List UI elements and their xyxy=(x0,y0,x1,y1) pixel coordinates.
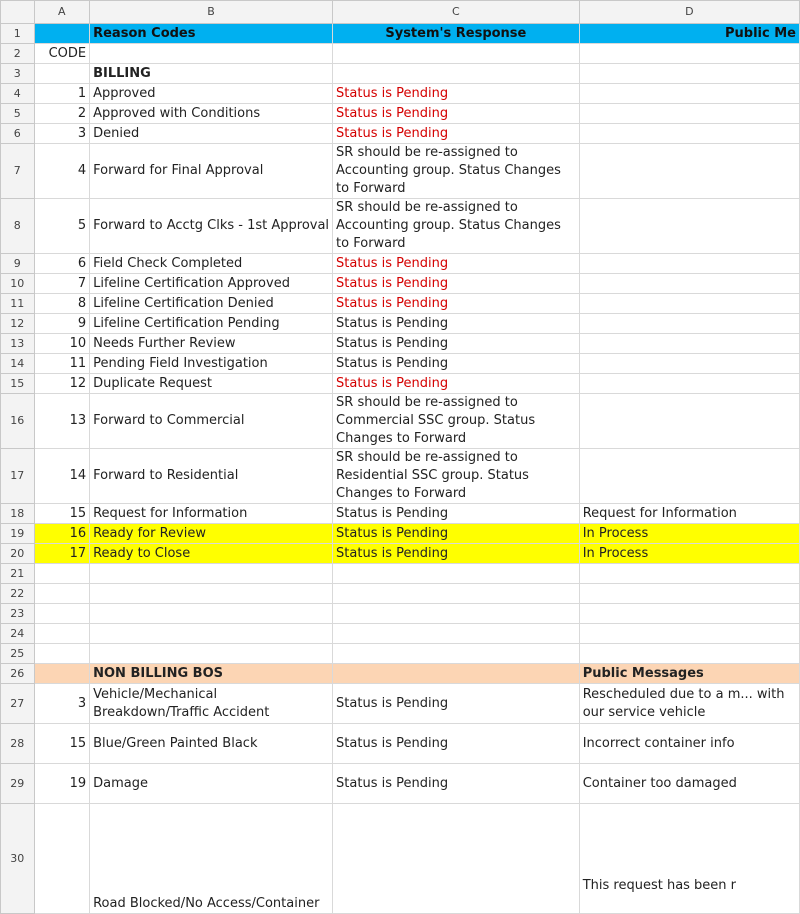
cell-reason[interactable]: Approved xyxy=(90,84,333,104)
cell[interactable] xyxy=(90,584,333,604)
sheet-row xyxy=(1,544,800,564)
cell-code[interactable]: 15 xyxy=(34,724,90,764)
cell-code[interactable]: 9 xyxy=(34,314,90,334)
cell[interactable] xyxy=(34,664,90,684)
row-header[interactable]: 4 xyxy=(1,84,35,104)
cell-public-message[interactable] xyxy=(579,274,799,294)
row-header[interactable]: 7 xyxy=(1,144,35,199)
cell[interactable] xyxy=(34,604,90,624)
cell-code[interactable]: 19 xyxy=(34,764,90,804)
cell[interactable] xyxy=(579,44,799,64)
cell-system-response[interactable]: Status is Pending xyxy=(333,314,580,334)
sheet-row xyxy=(1,604,800,624)
row-header[interactable]: 20 xyxy=(1,544,35,564)
sheet-row xyxy=(1,64,800,84)
cell-code[interactable]: 2 xyxy=(34,104,90,124)
cell-system-response[interactable]: Status is Pending xyxy=(333,544,580,564)
cell-public-messages-header[interactable]: Public Me xyxy=(579,24,799,44)
cell-reason[interactable]: Approved with Conditions xyxy=(90,104,333,124)
cell[interactable] xyxy=(579,644,799,664)
cell-public-message[interactable]: In Process xyxy=(579,524,799,544)
sheet-row xyxy=(1,334,800,354)
sheet-row xyxy=(1,84,800,104)
cell-public-message[interactable] xyxy=(579,354,799,374)
cell-system-response[interactable]: Status is Pending xyxy=(333,524,580,544)
sheet-row xyxy=(1,274,800,294)
cell-code[interactable]: 15 xyxy=(34,504,90,524)
row-header[interactable]: 9 xyxy=(1,254,35,274)
cell[interactable] xyxy=(90,604,333,624)
cell-reason[interactable]: Needs Further Review xyxy=(90,334,333,354)
sheet-row xyxy=(1,804,800,914)
cell-system-response[interactable]: Status is Pending xyxy=(333,684,580,724)
cell-public-message[interactable] xyxy=(579,314,799,334)
cell-public-message[interactable]: Container too damaged xyxy=(579,764,799,804)
cell[interactable] xyxy=(333,584,580,604)
cell[interactable] xyxy=(579,604,799,624)
cell-reason[interactable]: Duplicate Request xyxy=(90,374,333,394)
cell-reason[interactable]: Lifeline Certification Pending xyxy=(90,314,333,334)
cell-system-response[interactable]: Status is Pending xyxy=(333,724,580,764)
cell-code[interactable]: 10 xyxy=(34,334,90,354)
cell[interactable] xyxy=(333,64,580,84)
row-header[interactable]: 25 xyxy=(1,644,35,664)
column-header-b[interactable]: B xyxy=(90,1,333,24)
cell-code[interactable]: 1 xyxy=(34,84,90,104)
cell[interactable] xyxy=(579,624,799,644)
cell-public-message[interactable] xyxy=(579,144,799,199)
row-header[interactable]: 17 xyxy=(1,449,35,504)
select-all-corner[interactable] xyxy=(1,1,35,24)
column-header-row xyxy=(1,1,800,24)
sheet-row xyxy=(1,644,800,664)
cell-code[interactable]: 3 xyxy=(34,684,90,724)
row-header[interactable]: 2 xyxy=(1,44,35,64)
row-header[interactable]: 24 xyxy=(1,624,35,644)
cell[interactable] xyxy=(90,564,333,584)
cell-systems-response-header[interactable]: System's Response xyxy=(333,24,580,44)
row-header[interactable]: 16 xyxy=(1,394,35,449)
row-header[interactable]: 13 xyxy=(1,334,35,354)
cell-reason[interactable]: Vehicle/Mechanical Breakdown/Traffic Accident xyxy=(90,684,333,724)
cell[interactable] xyxy=(333,44,580,64)
row-header[interactable]: 27 xyxy=(1,684,35,724)
row-header[interactable]: 28 xyxy=(1,724,35,764)
cell-system-response[interactable]: Status is Pending xyxy=(333,274,580,294)
cell[interactable] xyxy=(333,564,580,584)
cell-system-response[interactable]: Status is Pending xyxy=(333,294,580,314)
cell-code[interactable]: 7 xyxy=(34,274,90,294)
cell-system-response[interactable]: Status is Pending xyxy=(333,334,580,354)
cell-reason[interactable]: Ready to Close xyxy=(90,544,333,564)
cell-public-message[interactable]: Request for Information xyxy=(579,504,799,524)
cell-a1[interactable] xyxy=(34,24,90,44)
sheet-row xyxy=(1,684,800,724)
cell-system-response[interactable]: Status is Pending xyxy=(333,124,580,144)
sheet-row xyxy=(1,144,800,199)
cell-reason[interactable]: Lifeline Certification Approved xyxy=(90,274,333,294)
cell[interactable] xyxy=(579,564,799,584)
cell-code[interactable]: 14 xyxy=(34,449,90,504)
cell-public-message[interactable] xyxy=(579,334,799,354)
row-header[interactable]: 18 xyxy=(1,504,35,524)
row-header[interactable]: 21 xyxy=(1,564,35,584)
row-header[interactable]: 6 xyxy=(1,124,35,144)
cell-system-response[interactable]: Status is Pending xyxy=(333,254,580,274)
cell-code[interactable]: 3 xyxy=(34,124,90,144)
cell[interactable] xyxy=(90,624,333,644)
sheet-row xyxy=(1,44,800,64)
sheet-row xyxy=(1,624,800,644)
cell-reason[interactable]: Pending Field Investigation xyxy=(90,354,333,374)
sheet-row xyxy=(1,374,800,394)
cell-system-response[interactable]: Status is Pending xyxy=(333,104,580,124)
cell-reason[interactable]: Blue/Green Painted Black xyxy=(90,724,333,764)
cell[interactable] xyxy=(34,584,90,604)
cell[interactable] xyxy=(34,644,90,664)
row-header[interactable]: 23 xyxy=(1,604,35,624)
cell-reason[interactable]: Forward to Commercial xyxy=(90,394,333,449)
sheet-row xyxy=(1,354,800,374)
cell-public-message[interactable] xyxy=(579,374,799,394)
column-header-a[interactable]: A xyxy=(34,1,90,24)
cell-system-response[interactable]: Status is Pending xyxy=(333,354,580,374)
cell-reason-codes-header[interactable]: Reason Codes xyxy=(90,24,333,44)
cell-reason[interactable]: Denied xyxy=(90,124,333,144)
cell[interactable] xyxy=(333,604,580,624)
cell-code[interactable]: 8 xyxy=(34,294,90,314)
row-header[interactable]: 11 xyxy=(1,294,35,314)
sheet-row xyxy=(1,394,800,449)
row-header[interactable]: 5 xyxy=(1,104,35,124)
cell-public-message[interactable] xyxy=(579,84,799,104)
cell-system-response[interactable]: SR should be re-assigned to Accounting group. Status Changes to Forward xyxy=(333,199,580,254)
sheet-row xyxy=(1,254,800,274)
cell-public-message[interactable] xyxy=(579,254,799,274)
column-header-d[interactable]: D xyxy=(579,1,799,24)
cell-reason[interactable]: Field Check Completed xyxy=(90,254,333,274)
cell-system-response[interactable] xyxy=(333,804,580,914)
cell-code[interactable]: 13 xyxy=(34,394,90,449)
cell-code[interactable] xyxy=(34,804,90,914)
cell-public-message[interactable]: Rescheduled due to a m... with our service vehicle xyxy=(579,684,799,724)
row-header[interactable]: 29 xyxy=(1,764,35,804)
cell-code[interactable]: 4 xyxy=(34,144,90,199)
sheet-row xyxy=(1,524,800,544)
sheet-row xyxy=(1,199,800,254)
sheet-row xyxy=(1,664,800,684)
cell-code[interactable]: 11 xyxy=(34,354,90,374)
cell-reason[interactable]: Damage xyxy=(90,764,333,804)
cell-public-message[interactable] xyxy=(579,124,799,144)
row-header[interactable]: 30 xyxy=(1,804,35,914)
cell[interactable] xyxy=(34,64,90,84)
cell-public-message[interactable]: In Process xyxy=(579,544,799,564)
sheet-row xyxy=(1,724,800,764)
cell[interactable] xyxy=(90,644,333,664)
cell-public-message[interactable] xyxy=(579,104,799,124)
cell-reason[interactable]: Ready for Review xyxy=(90,524,333,544)
sheet-row xyxy=(1,104,800,124)
cell[interactable] xyxy=(333,664,580,684)
cell-system-response[interactable]: SR should be re-assigned to Residential SSC group. Status Changes to Forward xyxy=(333,449,580,504)
sheet-row xyxy=(1,764,800,804)
cell-public-message[interactable] xyxy=(579,394,799,449)
row-header[interactable]: 1 xyxy=(1,24,35,44)
cell[interactable] xyxy=(333,644,580,664)
sheet-row xyxy=(1,314,800,334)
cell-code-label[interactable]: CODE xyxy=(34,44,90,64)
sheet-row xyxy=(1,584,800,604)
cell-system-response[interactable]: Status is Pending xyxy=(333,84,580,104)
sheet-row xyxy=(1,24,800,44)
cell-code[interactable]: 16 xyxy=(34,524,90,544)
cell-reason[interactable]: Request for Information xyxy=(90,504,333,524)
cell-public-message[interactable]: Incorrect container info xyxy=(579,724,799,764)
cell-public-messages-section[interactable]: Public Messages xyxy=(579,664,799,684)
row-header[interactable]: 15 xyxy=(1,374,35,394)
row-header[interactable]: 10 xyxy=(1,274,35,294)
cell-reason[interactable]: Road Blocked/No Access/Container xyxy=(90,804,333,914)
cell-code[interactable]: 5 xyxy=(34,199,90,254)
cell[interactable] xyxy=(34,624,90,644)
cell-reason[interactable]: Lifeline Certification Denied xyxy=(90,294,333,314)
cell-public-message[interactable] xyxy=(579,199,799,254)
row-header[interactable]: 22 xyxy=(1,584,35,604)
cell-billing-section[interactable]: BILLING xyxy=(90,64,333,84)
cell-reason[interactable]: Forward to Acctg Clks - 1st Approval xyxy=(90,199,333,254)
cell[interactable] xyxy=(333,624,580,644)
sheet-row xyxy=(1,124,800,144)
cell-code[interactable]: 12 xyxy=(34,374,90,394)
cell-code[interactable]: 6 xyxy=(34,254,90,274)
cell-system-response[interactable]: Status is Pending xyxy=(333,504,580,524)
cell-nonbilling-section[interactable]: NON BILLING BOS xyxy=(90,664,333,684)
sheet-row xyxy=(1,564,800,584)
cell-system-response[interactable]: Status is Pending xyxy=(333,764,580,804)
cell-system-response[interactable]: Status is Pending xyxy=(333,374,580,394)
sheet-row xyxy=(1,294,800,314)
cell-code[interactable]: 17 xyxy=(34,544,90,564)
cell-public-message[interactable] xyxy=(579,449,799,504)
row-header[interactable]: 19 xyxy=(1,524,35,544)
cell[interactable] xyxy=(579,584,799,604)
sheet-row xyxy=(1,504,800,524)
cell-system-response[interactable]: SR should be re-assigned to Accounting group. Status Changes to Forward xyxy=(333,144,580,199)
cell-reason[interactable]: Forward for Final Approval xyxy=(90,144,333,199)
sheet-row xyxy=(1,449,800,504)
row-header[interactable]: 3 xyxy=(1,64,35,84)
cell[interactable] xyxy=(90,44,333,64)
cell[interactable] xyxy=(34,564,90,584)
cell-system-response[interactable]: SR should be re-assigned to Commercial SSC group. Status Changes to Forward xyxy=(333,394,580,449)
cell-public-message[interactable]: This request has been r xyxy=(579,804,799,914)
column-header-c[interactable]: C xyxy=(333,1,580,24)
row-header[interactable]: 8 xyxy=(1,199,35,254)
row-header[interactable]: 14 xyxy=(1,354,35,374)
cell-reason[interactable]: Forward to Residential xyxy=(90,449,333,504)
cell-public-message[interactable] xyxy=(579,294,799,314)
cell[interactable] xyxy=(579,64,799,84)
row-header[interactable]: 26 xyxy=(1,664,35,684)
row-header[interactable]: 12 xyxy=(1,314,35,334)
